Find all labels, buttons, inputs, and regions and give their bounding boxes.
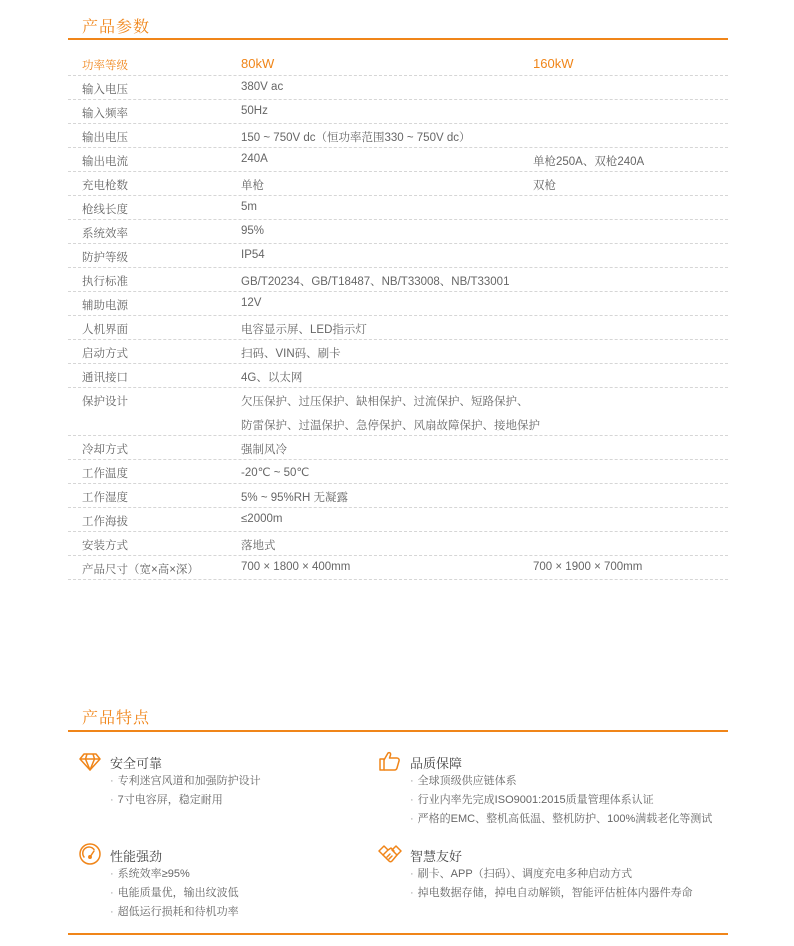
table-row (68, 460, 728, 484)
table-row (68, 316, 728, 340)
table-row (68, 436, 728, 460)
row-value-80kw: 欠压保护、过压保护、缺相保护、过流保护、短路保护、 (241, 396, 529, 408)
row-value-80kw: 95% (241, 225, 265, 237)
feature-item: · 专利迷宫风道和加强防护设计 (110, 772, 261, 788)
row-value-160kw: 单枪250A、双枪240A (533, 156, 645, 168)
row-label: 人机界面 (82, 324, 128, 336)
row-value-80kw: 50Hz (241, 105, 268, 117)
table-row (68, 220, 728, 244)
row-value-80kw: IP54 (241, 249, 265, 261)
row-label: 保护设计 (82, 396, 128, 408)
features-section-title: 产品特点 (82, 710, 151, 727)
row-value-80kw: 扫码、VIN码、刷卡 (241, 348, 341, 360)
row-value-80kw: 700 × 1800 × 400mm (241, 561, 351, 573)
row-value-80kw: 强制风冷 (241, 444, 287, 456)
row-value-80kw: 150 ~ 750V dc（恒功率范围330 ~ 750V dc） (241, 132, 471, 144)
row-label: 系统效率 (82, 228, 128, 240)
feature-title: 性能强劲 (110, 849, 163, 864)
table-row (68, 364, 728, 388)
table-row (68, 244, 728, 268)
feature-item: · 刷卡、APP（扫码）、调度充电多种启动方式 (410, 865, 632, 881)
specs-table (68, 52, 728, 580)
specs-title-divider (68, 38, 728, 40)
feature-item: · 系统效率≥95% (110, 865, 190, 881)
row-value-80kw-line2: 防雷保护、过温保护、急停保护、风扇故障保护、接地保护 (241, 420, 540, 432)
row-value-80kw: 电容显示屏、LED指示灯 (241, 324, 367, 336)
thumbs-up-icon (378, 749, 402, 773)
row-value-80kw: 5% ~ 95%RH 无凝露 (241, 492, 349, 504)
row-label: 枪线长度 (82, 204, 128, 216)
table-row (68, 148, 728, 172)
feature-item: · 掉电数据存储，掉电自动解锁，智能评估桩体内器件寿命 (410, 884, 693, 900)
gauge-icon (78, 842, 102, 866)
handshake-icon (378, 842, 402, 866)
table-row (68, 124, 728, 148)
table-row (68, 532, 728, 556)
row-value-160kw: 700 × 1900 × 700mm (533, 561, 643, 573)
feature-item: · 全球顶级供应链体系 (410, 772, 517, 788)
row-label: 输入电压 (82, 84, 128, 96)
row-value-80kw: -20℃ ~ 50℃ (241, 467, 310, 479)
power-160kw-header: 160kW (533, 56, 574, 71)
table-row (68, 100, 728, 124)
table-row (68, 484, 728, 508)
table-row (68, 76, 728, 100)
table-row (68, 196, 728, 220)
feature-title: 品质保障 (410, 756, 463, 771)
row-value-80kw: 单枪 (241, 180, 264, 192)
feature-item: · 严格的EMC、整机高低温、整机防护、100%满载老化等测试 (410, 810, 712, 826)
table-row (68, 340, 728, 364)
row-label: 防护等级 (82, 252, 128, 264)
row-label: 辅助电源 (82, 300, 128, 312)
feature-item: · 电能质量优，输出纹波低 (110, 884, 239, 900)
row-value-80kw: 240A (241, 153, 268, 165)
feature-title: 安全可靠 (110, 756, 163, 771)
row-label: 工作温度 (82, 468, 128, 480)
specs-section-title: 产品参数 (82, 19, 151, 36)
feature-item: · 7寸电容屏，稳定耐用 (110, 791, 223, 807)
row-value-80kw: ≤2000m (241, 513, 283, 525)
table-row (68, 556, 728, 580)
row-label: 产品尺寸（宽×高×深） (82, 564, 199, 576)
row-label: 冷却方式 (82, 444, 128, 456)
row-label: 执行标准 (82, 276, 128, 288)
table-row (68, 292, 728, 316)
row-value-80kw: 12V (241, 297, 262, 309)
row-value-160kw: 双枪 (533, 180, 556, 192)
power-80kw-header: 80kW (241, 56, 275, 71)
row-label: 工作海拔 (82, 516, 128, 528)
feature-item: · 行业内率先完成ISO9001:2015质量管理体系认证 (410, 791, 654, 807)
footer-divider (68, 933, 728, 935)
row-label: 输出电压 (82, 132, 128, 144)
feature-item: · 超低运行损耗和待机功率 (110, 903, 239, 919)
row-label: 输出电流 (82, 156, 128, 168)
feature-title: 智慧友好 (410, 849, 463, 864)
row-label: 启动方式 (82, 348, 128, 360)
row-value-80kw: 5m (241, 201, 257, 213)
diamond-icon (78, 749, 102, 773)
table-row (68, 508, 728, 532)
table-row (68, 172, 728, 196)
table-row (68, 388, 728, 436)
row-value-80kw: GB/T20234、GB/T18487、NB/T33008、NB/T33001 (241, 276, 510, 288)
row-label: 通讯接口 (82, 372, 128, 384)
table-row (68, 268, 728, 292)
row-label: 充电枪数 (82, 180, 128, 192)
row-value-80kw: 380V ac (241, 81, 284, 93)
specs-header-row (68, 52, 728, 76)
row-label: 输入频率 (82, 108, 128, 120)
row-label: 安装方式 (82, 540, 128, 552)
row-label: 工作湿度 (82, 492, 128, 504)
power-level-label: 功率等级 (82, 60, 128, 72)
features-title-divider (68, 730, 728, 732)
row-value-80kw: 4G、以太网 (241, 372, 303, 384)
row-value-80kw: 落地式 (241, 540, 276, 552)
